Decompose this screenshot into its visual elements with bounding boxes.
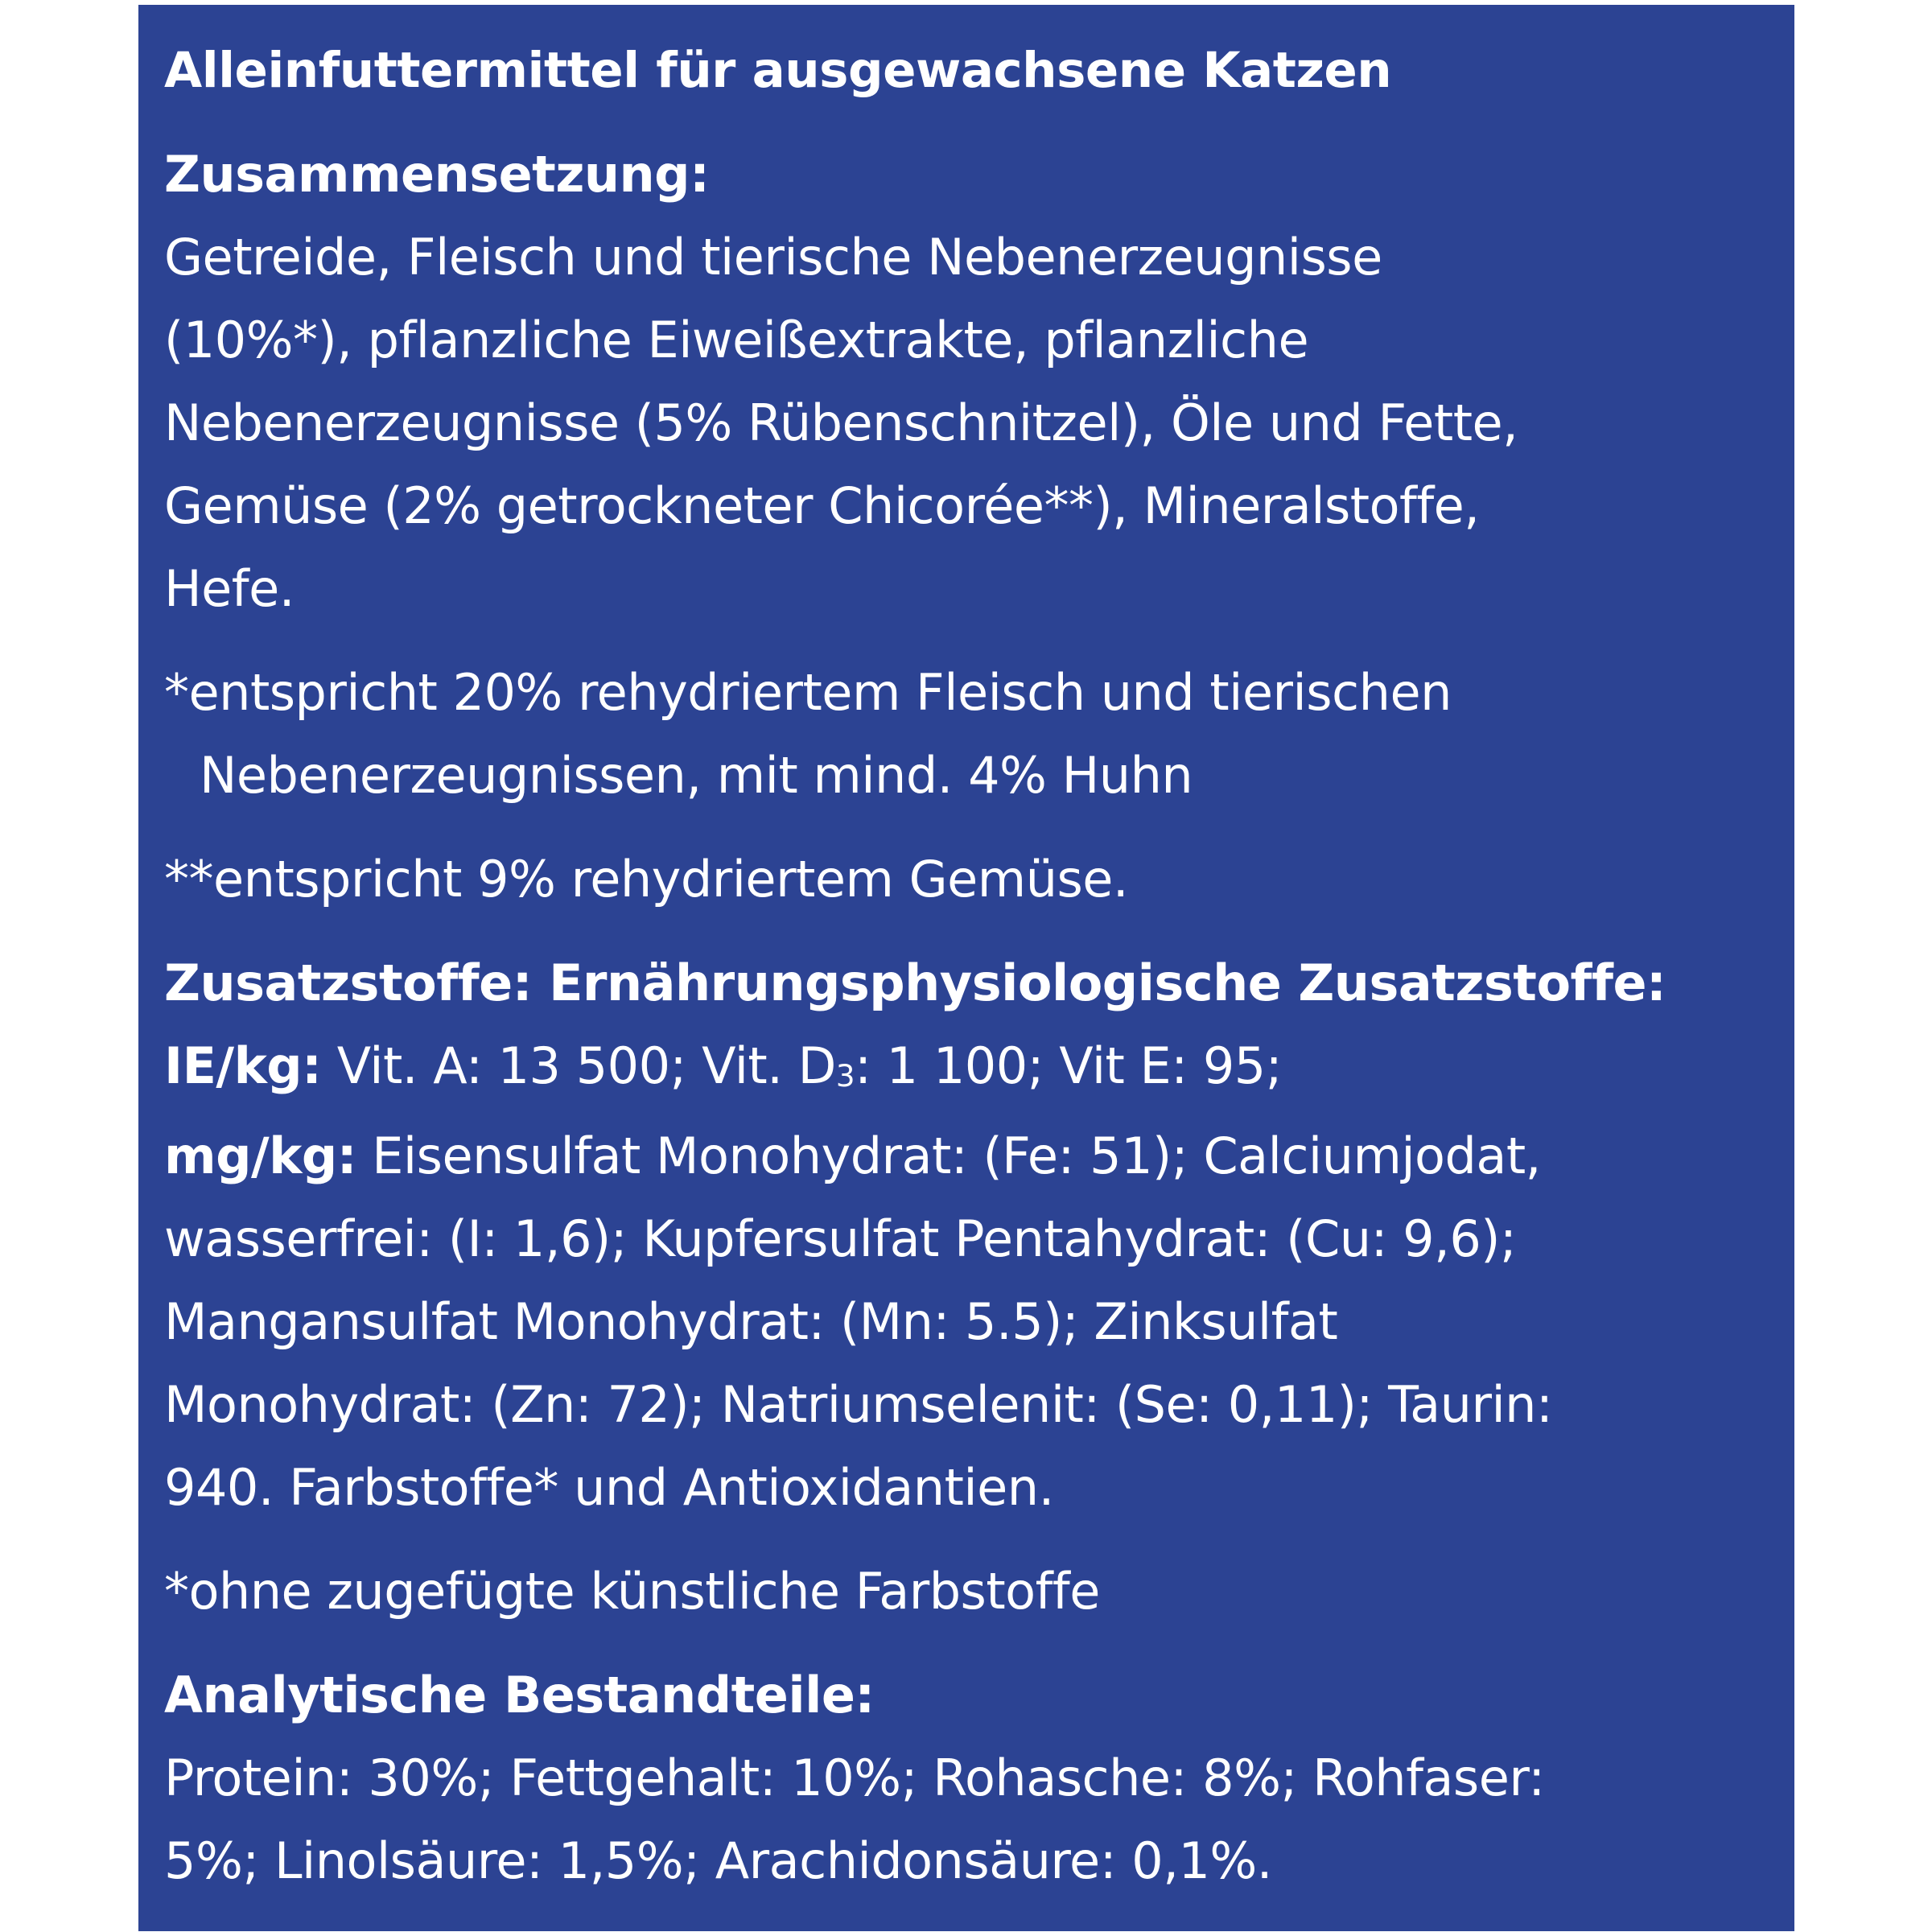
additives-ie-line	[164, 1024, 1767, 1114]
composition-section	[164, 133, 1767, 630]
footnote-line: *entspricht 20% rehydriertem Fleisch und tierischen	[164, 663, 1452, 722]
analytical-line: Protein: 30%; Fettgehalt: 10%; Rohasche: 8%; Rohfaser:	[164, 1749, 1545, 1807]
additives-line: Mangansulfat Monohydrat: (Mn: 5.5); Zinksulfat	[164, 1292, 1338, 1351]
footnote-colorants	[164, 1550, 1767, 1633]
additives-heading: Zusatzstoffe: Ernährungsphysiologische Zusatzstoffe:	[164, 954, 1666, 1012]
label-title: Alleinfuttermittel für ausgewachsene Katzen	[164, 42, 1392, 99]
composition-line: Gemüse (2% getrockneter Chicorée**), Mineralstoffe,	[164, 476, 1480, 535]
mg-values: Eisensulfat Monohydrat: (Fe: 51); Calciumjodat,	[356, 1127, 1541, 1185]
ie-values: Vit. A: 13 500; Vit. D	[321, 1036, 836, 1095]
additives-section	[164, 941, 1767, 1529]
ie-values-rest: : 1 100; Vit E: 95;	[855, 1036, 1283, 1095]
analytical-heading: Analytische Bestandteile:	[164, 1666, 875, 1724]
additives-line: wasserfrei: (I: 1,6); Kupfersulfat Pentahydrat: (Cu: 9,6);	[164, 1209, 1517, 1268]
mg-unit-label: mg/kg:	[164, 1127, 357, 1185]
composition-line: Getreide, Fleisch und tierische Nebenerzeugnisse	[164, 228, 1382, 286]
analytical-section	[164, 1654, 1767, 1902]
footnote-line: *ohne zugefügte künstliche Farbstoffe	[164, 1562, 1100, 1621]
footnote-vegetables	[164, 838, 1767, 921]
composition-line: Nebenerzeugnisse (5% Rübenschnitzel), Öle und Fette,	[164, 393, 1518, 452]
composition-line: Hefe.	[164, 559, 295, 618]
analytical-line: 5%; Linolsäure: 1,5%; Arachidonsäure: 0,1%.	[164, 1831, 1273, 1890]
composition-heading: Zusammensetzung:	[164, 145, 710, 204]
footnote-meat	[164, 651, 1767, 817]
additives-mg-line	[164, 1114, 1767, 1197]
additives-line: Monohydrat: (Zn: 72); Natriumselenit: (Se: 0,11); Taurin:	[164, 1375, 1553, 1434]
ie-unit-label: IE/kg:	[164, 1036, 322, 1095]
footnote-line: Nebenerzeugnissen, mit mind. 4% Huhn	[200, 746, 1193, 805]
footnote-line: **entspricht 9% rehydriertem Gemüse.	[164, 850, 1129, 908]
vitamin-d-subscript: 3	[835, 1058, 855, 1094]
additives-line: 940. Farbstoffe* und Antioxidantien.	[164, 1458, 1054, 1517]
label-panel	[138, 5, 1794, 1931]
composition-line: (10%*), pflanzliche Eiweißextrakte, pflanzliche	[164, 311, 1309, 369]
